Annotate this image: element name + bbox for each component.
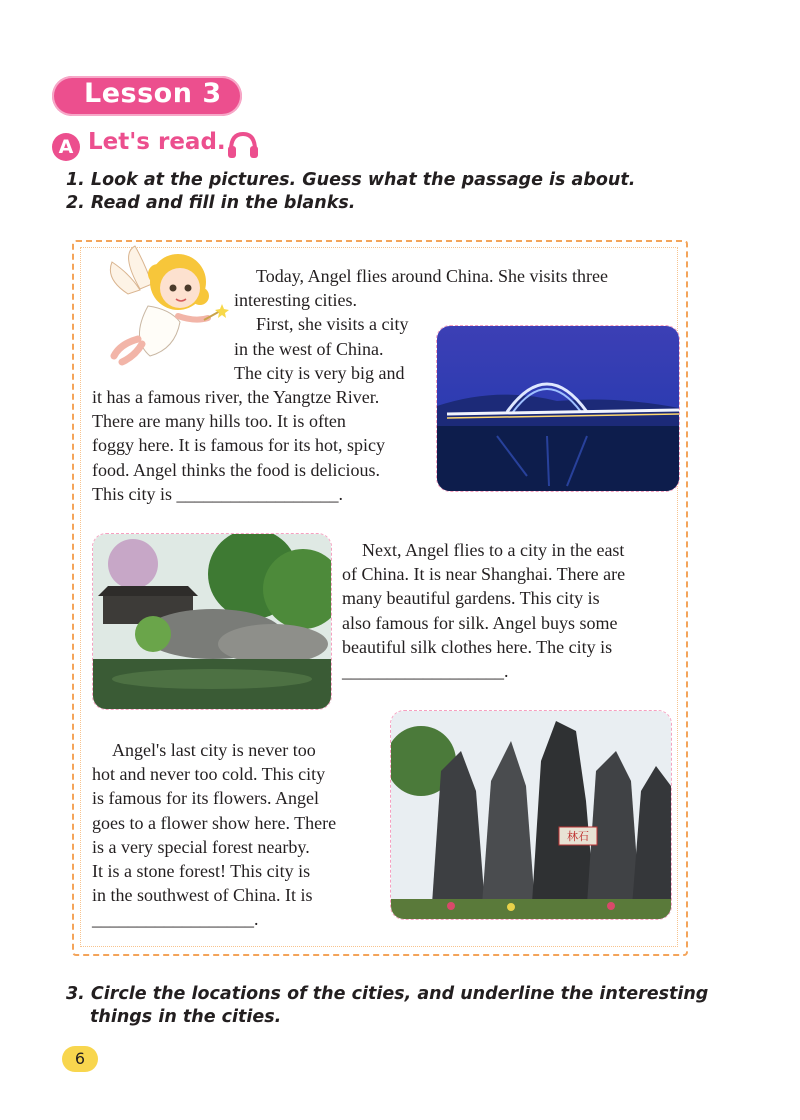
passage-1-line: There are many hills too. It is often xyxy=(92,411,346,432)
svg-text:林石: 林石 xyxy=(567,830,589,843)
section-badge: A xyxy=(52,133,80,161)
lesson-title: Lesson 3 xyxy=(84,78,222,109)
stone-forest-photo xyxy=(390,710,672,920)
section-title: Let's read. xyxy=(88,129,226,155)
garden-photo xyxy=(92,533,332,710)
passage-1-blank-line: This city is __________________. xyxy=(92,483,343,504)
passage-2-line: also famous for silk. Angel buys some xyxy=(342,612,618,633)
passage-1-body xyxy=(92,385,385,506)
instruction-2: 2. Read and fill in the blanks. xyxy=(66,193,356,213)
passage-1-line: The city is very big and xyxy=(234,362,405,383)
lesson-title-pill xyxy=(52,76,242,116)
instruction-3-cont: things in the cities. xyxy=(90,1007,282,1027)
passage-3-line: Angel's last city is never too xyxy=(112,740,316,760)
passage-3-line: goes to a flower show here. There xyxy=(92,812,337,833)
bridge-photo xyxy=(436,325,680,492)
passage-1-line: foggy here. It is famous for its hot, spicy xyxy=(92,435,385,456)
passage-3-line: hot and never too cold. This city xyxy=(92,764,326,785)
page-number: 6 xyxy=(62,1046,98,1072)
passage-3 xyxy=(92,738,336,932)
passage-1-line: food. Angel thinks the food is delicious. xyxy=(92,459,380,480)
passage-1-line: in the west of China. xyxy=(234,338,384,359)
passage-3-line: It is a stone forest! This city is xyxy=(92,860,311,881)
passage-1-line: Today, Angel flies around China. She visits three xyxy=(256,266,609,286)
passage-2-line: of China. It is near Shanghai. There are xyxy=(342,564,626,585)
passage-2 xyxy=(342,538,625,683)
passage-3-line: is a very special forest nearby. xyxy=(92,836,310,857)
passage-1-line: it has a famous river, the Yangtze River. xyxy=(92,387,380,407)
angel-illustration xyxy=(100,244,230,366)
passage-2-line: beautiful silk clothes here. The city is xyxy=(342,636,613,657)
passage-3-line: is famous for its flowers. Angel xyxy=(92,788,319,809)
passage-2-blank-line: __________________. xyxy=(342,660,509,681)
instruction-1: 1. Look at the pictures. Guess what the passage is about. xyxy=(66,170,636,190)
passage-2-line: Next, Angel flies to a city in the east xyxy=(362,540,625,560)
instruction-3: 3. Circle the locations of the cities, and underline the interesting xyxy=(66,984,709,1004)
passage-1-line: interesting cities. xyxy=(234,290,357,311)
passage-3-blank-line: __________________. xyxy=(92,909,259,930)
passage-2-line: many beautiful gardens. This city is xyxy=(342,588,600,609)
passage-1-line: First, she visits a city xyxy=(256,314,409,335)
headphone-icon[interactable] xyxy=(226,130,260,160)
passage-3-line: in the southwest of China. It is xyxy=(92,885,313,906)
